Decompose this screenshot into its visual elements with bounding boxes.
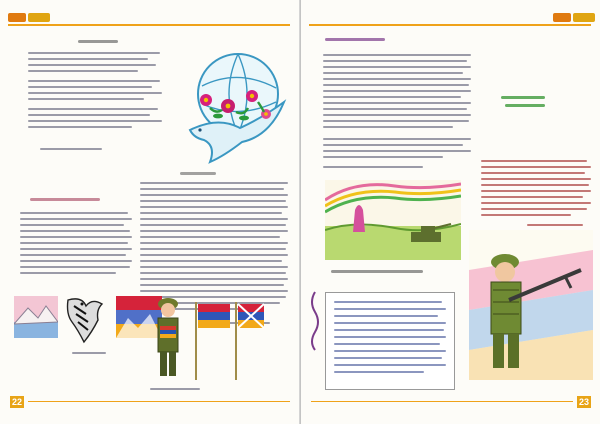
poem-line — [28, 108, 158, 110]
header-rule-left — [8, 24, 290, 26]
poem-line — [28, 98, 144, 100]
poem-title-left — [78, 40, 118, 43]
green-heading-line2 — [505, 104, 545, 107]
poem-line — [28, 52, 160, 54]
dove-globe-illustration — [180, 38, 288, 168]
header-rule-right — [309, 24, 591, 26]
poem-line — [28, 64, 156, 66]
poem-line — [28, 126, 132, 128]
essay-line — [20, 230, 130, 232]
lower-text-box — [325, 292, 455, 390]
essay-line — [20, 236, 132, 238]
lower-title — [331, 270, 423, 273]
eagle-caption — [72, 352, 106, 354]
essay-line — [20, 218, 132, 220]
footer-rule-right — [311, 401, 573, 402]
essay-line — [20, 248, 132, 250]
green-heading-line1 — [501, 96, 545, 99]
side-word-vertical — [307, 290, 323, 352]
poem-line — [28, 120, 162, 122]
page-number-left: 22 — [11, 397, 22, 407]
footer-rule-left — [28, 401, 290, 402]
red-signature — [527, 224, 583, 226]
eagle-drawing — [62, 292, 108, 348]
center-title — [180, 172, 216, 175]
soldier-flags-illustration — [146, 288, 266, 384]
essay-line — [20, 254, 126, 256]
poem-line — [28, 58, 148, 60]
poem-title-right — [325, 38, 385, 41]
poem-signature-left — [40, 148, 102, 150]
essay-line — [20, 260, 132, 262]
right-page — [301, 0, 600, 424]
essay-line — [20, 212, 128, 214]
essay-title-left — [30, 198, 100, 201]
landscape-tank-drawing — [325, 180, 461, 260]
soldier-rifle-drawing — [469, 230, 593, 380]
poem-line — [28, 114, 150, 116]
poem-line — [28, 92, 162, 94]
page-number-right: 23 — [578, 397, 589, 407]
poem-line — [28, 70, 138, 72]
soldier-caption — [150, 388, 200, 390]
poem-line — [28, 80, 160, 82]
essay-line — [20, 224, 124, 226]
left-page — [0, 0, 299, 424]
essay-line — [20, 266, 130, 268]
mountain-drawing — [14, 296, 58, 338]
essay-line — [20, 272, 116, 274]
poem-line — [28, 86, 152, 88]
essay-line — [20, 242, 128, 244]
